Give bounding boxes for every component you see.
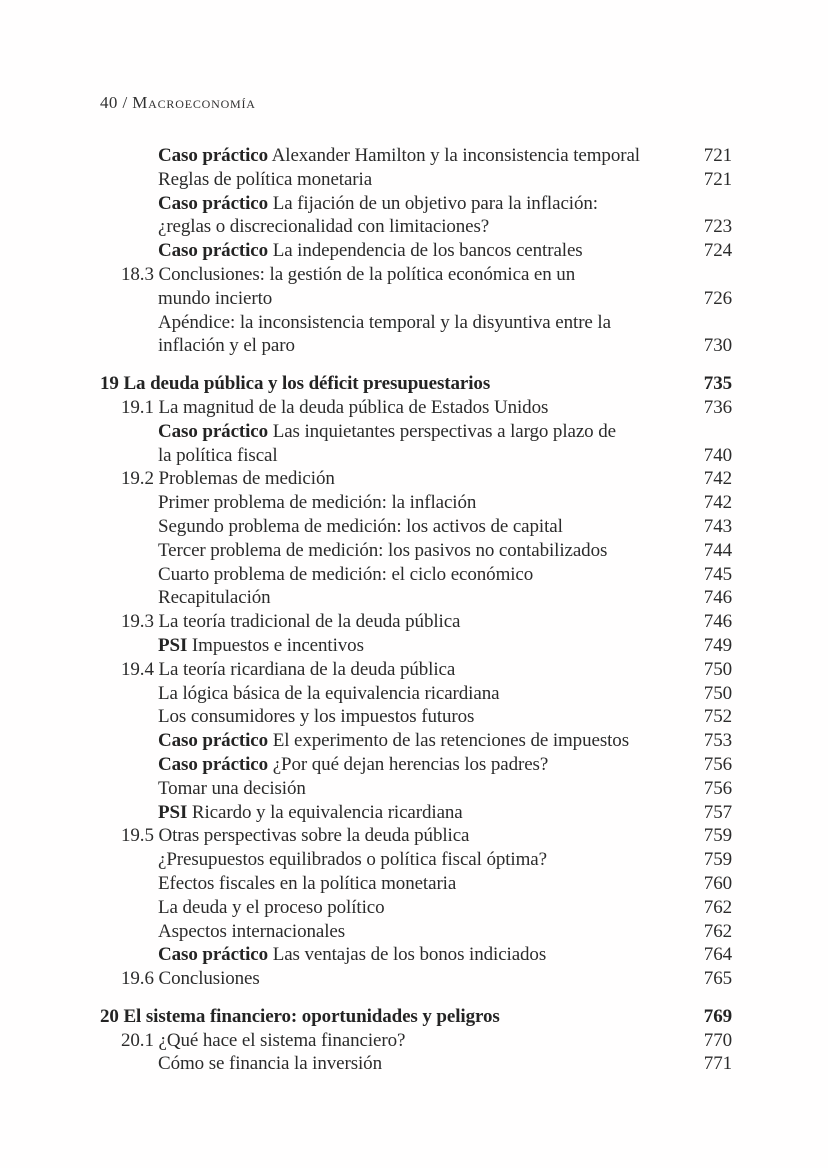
toc-entry-title: Impuestos e incentivos — [187, 634, 364, 656]
toc-entry — [100, 239, 732, 263]
toc-entry-text — [100, 1029, 405, 1053]
toc-entry-text — [100, 539, 607, 563]
toc-entry-page-number: 726 — [703, 287, 732, 309]
toc-entry — [100, 515, 732, 539]
toc-entry-title: 18.3 Conclusiones: la gestión de la política económica en un — [121, 263, 576, 285]
toc-entry-title: Los consumidores y los impuestos futuros — [158, 706, 475, 728]
toc-entry-text — [100, 777, 306, 801]
toc-entry-title: ¿reglas o discrecionalidad con limitaciones? — [158, 216, 490, 238]
toc-entry-page-number: 750 — [703, 658, 732, 680]
toc-entry-text — [100, 467, 335, 491]
toc-entry — [100, 586, 732, 610]
toc-entry-title: Ricardo y la equivalencia ricardiana — [187, 801, 463, 823]
toc-entry-page-number: 742 — [703, 468, 732, 490]
page-header — [100, 93, 256, 113]
toc-entry-page-number: 753 — [703, 730, 732, 752]
page-number: 40 — [100, 93, 118, 112]
toc-entry-text — [100, 848, 547, 872]
toc-entry-page-number: 721 — [703, 145, 732, 166]
toc-entry-title: Segundo problema de medición: los activos de capital — [158, 515, 563, 537]
toc-entry — [100, 144, 732, 168]
toc-entry-page-number: 744 — [703, 539, 732, 561]
toc-entry — [100, 848, 732, 872]
toc-entry-page-number: 742 — [703, 492, 732, 514]
toc-entry-lead: Caso práctico — [158, 420, 269, 442]
toc-entry-lead: Caso práctico — [158, 240, 269, 262]
toc-entry-lead: PSI — [158, 801, 188, 823]
toc-entry-page-number: 746 — [703, 587, 732, 609]
book-title: Macroeconomía — [132, 93, 256, 112]
toc-entry-title: Tomar una decisión — [158, 777, 306, 799]
toc-entry-text — [100, 753, 548, 777]
toc-entry-page-number: 762 — [703, 896, 732, 918]
toc-entry-page-number: 752 — [703, 706, 732, 728]
toc-entry-title: Reglas de política monetaria — [158, 168, 373, 190]
toc-entry-text — [100, 824, 469, 848]
toc-entry-page-number: 770 — [703, 1029, 732, 1051]
toc-entry-page-number: 745 — [703, 563, 732, 585]
toc-entry — [100, 777, 732, 801]
toc-entry — [100, 729, 732, 753]
toc-entry-title: 19.4 La teoría ricardiana de la deuda pública — [121, 658, 456, 680]
toc-entry-text — [100, 491, 476, 515]
toc-entry-text — [100, 396, 548, 420]
toc-entry-page-number: 750 — [703, 682, 732, 704]
toc-entry — [100, 824, 732, 848]
toc-entry — [100, 372, 732, 396]
toc-entry-text — [100, 705, 474, 729]
toc-entry-lead: PSI — [158, 634, 188, 656]
toc-entry — [100, 896, 732, 920]
toc-entry — [100, 215, 732, 239]
toc-entry — [100, 920, 732, 944]
toc-entry-title: mundo incierto — [158, 287, 273, 309]
toc-entry-title: Apéndice: la inconsistencia temporal y la disyuntiva entre la — [158, 311, 611, 333]
toc-entry-text — [100, 372, 490, 396]
toc-entry — [100, 872, 732, 896]
toc-entry-text — [100, 168, 372, 192]
toc-entry-title: El experimento de las retenciones de impuestos — [268, 730, 629, 752]
toc-entry-text — [100, 334, 295, 358]
toc-entry-text — [100, 896, 385, 920]
toc-entry — [100, 539, 732, 563]
toc-entry-title: Efectos fiscales en la política monetaria — [158, 872, 457, 894]
toc-entry-page-number: 759 — [703, 849, 732, 871]
toc-entry-text — [100, 420, 616, 444]
toc-entry-text — [100, 215, 489, 239]
toc-entry — [100, 634, 732, 658]
toc-entry — [100, 334, 732, 358]
toc-entry-page-number: 746 — [703, 611, 732, 633]
toc-entry — [100, 658, 732, 682]
toc-entry-lead: Caso práctico — [158, 730, 269, 752]
toc-entry-text — [100, 943, 546, 967]
toc-entry-text — [100, 1005, 500, 1029]
toc-entry-title: La lógica básica de la equivalencia ricardiana — [158, 682, 500, 704]
toc-entry-page-number: 759 — [703, 825, 732, 847]
toc-entry — [100, 192, 732, 216]
toc-entry-text — [100, 144, 640, 168]
toc-entry-title: 20.1 ¿Qué hace el sistema financiero? — [121, 1029, 406, 1051]
toc-entry-text — [100, 515, 563, 539]
toc-entry-title: 19.5 Otras perspectivas sobre la deuda pública — [121, 825, 470, 847]
toc-entry-lead: Caso práctico — [158, 145, 269, 166]
toc-entry — [100, 491, 732, 515]
toc-entry-text — [100, 287, 272, 311]
toc-entry-text — [100, 920, 345, 944]
toc-entry-title: Alexander Hamilton y la inconsistencia temporal — [268, 145, 640, 166]
toc-entry — [100, 682, 732, 706]
toc-entry — [100, 396, 732, 420]
toc-entry-title: 19.6 Conclusiones — [121, 968, 260, 990]
toc-entry-page-number: 723 — [703, 216, 732, 238]
toc-entry-page-number: 740 — [703, 444, 732, 466]
toc-entry — [100, 967, 732, 991]
toc-entry — [100, 311, 732, 335]
toc-entry-page-number: 730 — [703, 335, 732, 357]
toc-entry — [100, 705, 732, 729]
toc-entry — [100, 1029, 732, 1053]
toc-entry-text — [100, 586, 271, 610]
toc-entry-title: ¿Por qué dejan herencias los padres? — [268, 753, 549, 775]
toc-entry-text — [100, 192, 598, 216]
toc-entry-title: La independencia de los bancos centrales — [268, 240, 583, 262]
header-separator: / — [117, 93, 133, 112]
toc-entry-page-number: 760 — [703, 872, 732, 894]
toc-entry-title: Cómo se financia la inversión — [158, 1053, 382, 1075]
toc-entry-page-number: 771 — [703, 1053, 732, 1075]
toc-entry-lead: Caso práctico — [158, 944, 269, 966]
toc-entry-text — [100, 682, 499, 706]
toc-entry — [100, 753, 732, 777]
toc-entry-text — [100, 563, 533, 587]
toc-entry-title: 19.3 La teoría tradicional de la deuda pública — [121, 611, 461, 633]
table-of-contents — [100, 144, 732, 1076]
toc-entry-page-number: 757 — [703, 801, 732, 823]
toc-entry — [100, 287, 732, 311]
toc-entry-title: Aspectos internacionales — [158, 920, 346, 942]
toc-entry — [100, 420, 732, 444]
toc-entry-page-number: 756 — [703, 753, 732, 775]
toc-entry-lead: Caso práctico — [158, 192, 269, 214]
toc-entry — [100, 1005, 732, 1029]
toc-entry-title: la política fiscal — [158, 444, 278, 466]
toc-entry-page-number: 762 — [703, 920, 732, 942]
toc-entry — [100, 801, 732, 825]
toc-entry-page-number: 736 — [703, 396, 732, 418]
toc-entry-title: 20 El sistema financiero: oportunidades y peligros — [100, 1005, 500, 1027]
toc-entry-page-number: 743 — [703, 515, 732, 537]
toc-entry-text — [100, 658, 455, 682]
toc-entry-title: 19.1 La magnitud de la deuda pública de Estados Unidos — [121, 396, 549, 418]
toc-entry-page-number: 735 — [703, 373, 732, 395]
toc-entry-text — [100, 444, 278, 468]
toc-entry-page-number: 769 — [703, 1005, 732, 1027]
toc-entry-text — [100, 263, 575, 287]
toc-entry-title: ¿Presupuestos equilibrados o política fiscal óptima? — [158, 849, 547, 871]
toc-entry-title: Recapitulación — [158, 587, 271, 609]
toc-entry-text — [100, 801, 463, 825]
toc-entry-title: inflación y el paro — [158, 335, 295, 357]
toc-entry-page-number: 724 — [703, 240, 732, 262]
toc-entry-page-number: 721 — [703, 168, 732, 190]
toc-entry-text — [100, 610, 460, 634]
toc-entry-text — [100, 311, 611, 335]
toc-entry-title: Primer problema de medición: la inflación — [158, 492, 477, 514]
toc-entry-text — [100, 729, 629, 753]
toc-entry-text — [100, 967, 260, 991]
toc-entry-title: Las ventajas de los bonos indiciados — [268, 944, 547, 966]
toc-entry-text — [100, 872, 456, 896]
toc-entry — [100, 563, 732, 587]
toc-entry-page-number: 764 — [703, 944, 732, 966]
toc-entry-title: 19 La deuda pública y los déficit presupuestarios — [100, 373, 491, 395]
toc-entry — [100, 943, 732, 967]
toc-entry-title: Las inquietantes perspectivas a largo plazo de — [268, 420, 616, 442]
toc-entry-title: Cuarto problema de medición: el ciclo económico — [158, 563, 534, 585]
toc-entry-page-number: 765 — [703, 968, 732, 990]
toc-entry-title: La deuda y el proceso político — [158, 896, 385, 918]
toc-entry-title: La fijación de un objetivo para la inflación: — [268, 192, 598, 214]
toc-entry-text — [100, 1052, 382, 1076]
toc-entry — [100, 610, 732, 634]
toc-entry — [100, 1052, 732, 1076]
toc-entry-page-number: 756 — [703, 777, 732, 799]
toc-entry-lead: Caso práctico — [158, 753, 269, 775]
toc-entry — [100, 444, 732, 468]
toc-entry-title: 19.2 Problemas de medición — [121, 468, 335, 490]
toc-entry-text — [100, 239, 583, 263]
toc-entry — [100, 467, 732, 491]
toc-entry — [100, 263, 732, 287]
toc-entry-page-number: 749 — [703, 634, 732, 656]
toc-entry — [100, 168, 732, 192]
toc-entry-title: Tercer problema de medición: los pasivos no contabilizados — [158, 539, 608, 561]
toc-entry-text — [100, 634, 364, 658]
